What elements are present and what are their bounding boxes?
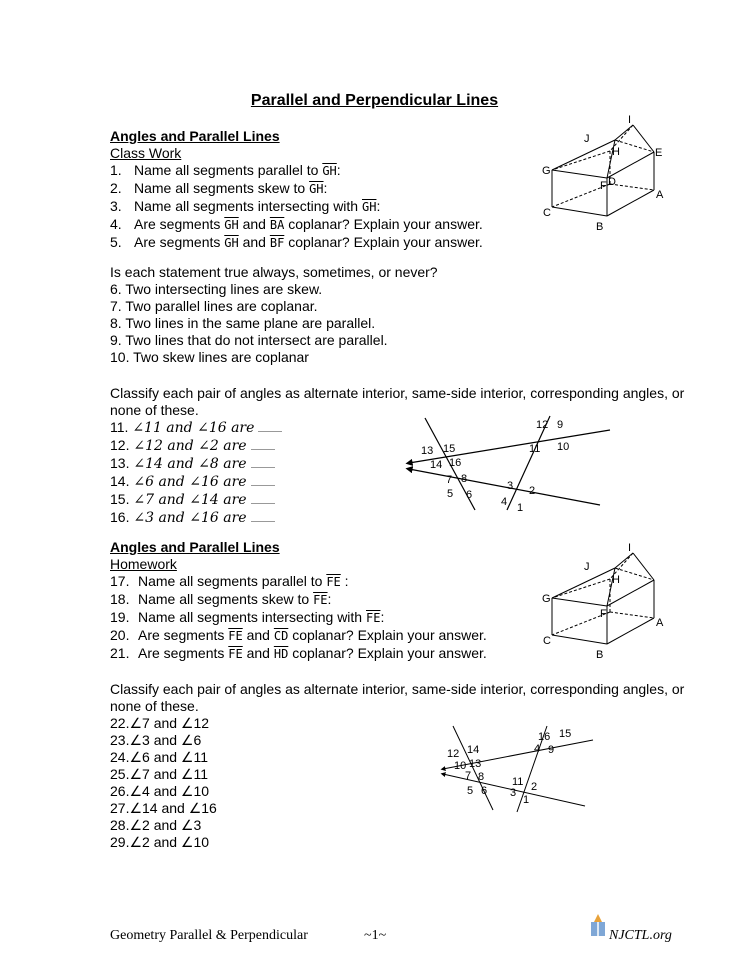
segment-label: $\overline{GH}$: [309, 182, 324, 196]
fig1-label: 16: [449, 457, 462, 469]
item-text: coplanar? Explain your answer.: [284, 216, 483, 232]
section-2: [110, 539, 487, 663]
fig2-label: 16: [538, 731, 551, 743]
prism2-label-i: I: [628, 542, 632, 554]
item-text: :: [376, 198, 381, 214]
list-item: [110, 198, 483, 216]
fig2-label: 7: [465, 770, 472, 782]
prism1-label-d: D: [608, 176, 616, 188]
item-text: :: [380, 609, 385, 625]
prism1-label-a: A: [656, 189, 664, 201]
item-number: 15.: [110, 491, 134, 507]
fig1-label: 2: [529, 485, 536, 497]
prism1-label-h: H: [612, 146, 620, 158]
list-item: 7. Two parallel lines are coplanar.: [110, 298, 318, 314]
item-text: Name all segments intersecting with: [134, 198, 362, 214]
segment-label: $\overline{FE}$: [228, 647, 243, 661]
footer-left: Geometry Parallel & Perpendicular: [110, 928, 308, 943]
item-number: 21.: [110, 645, 130, 661]
segment-label: $\overline{CD}$: [273, 629, 289, 643]
section-1-heading: Angles and Parallel Lines: [110, 128, 280, 144]
list-item: 27.∠14 and ∠16: [110, 800, 217, 816]
prism1-label-b: B: [596, 221, 604, 233]
item-text: Name all segments intersecting with: [138, 609, 366, 625]
fig1-label: 9: [557, 419, 564, 431]
fig2-label: 15: [559, 728, 572, 740]
item-text: and: [238, 234, 270, 250]
prism2-label-b: B: [596, 649, 604, 661]
answer-blank: [251, 521, 275, 522]
list-item: 22.∠7 and ∠12: [110, 715, 210, 731]
prism2-label-j: J: [584, 561, 590, 573]
list-item: [110, 180, 483, 198]
segment-label: $\overline{FE}$: [313, 593, 328, 607]
answer-blank: [251, 467, 275, 468]
fig2-label: 13: [469, 758, 482, 770]
fig2-label: 4: [534, 743, 541, 755]
item-number: 2.: [110, 180, 122, 196]
answer-blank: [251, 485, 275, 486]
segment-label: $\overline{FE}$: [326, 575, 341, 589]
footer-site: NJCTL.org: [609, 928, 672, 943]
fig1-label: 15: [443, 443, 456, 455]
fig2-label: 12: [447, 748, 460, 760]
item-number: 18.: [110, 591, 130, 607]
segment-label: $\overline{FE}$: [366, 611, 381, 625]
prism2-label-a: A: [656, 617, 664, 629]
list-item: [110, 609, 487, 627]
item-number: 4.: [110, 216, 122, 232]
list-item: [110, 216, 483, 234]
list-item: [110, 627, 487, 645]
tf-list: [110, 281, 438, 366]
item-text: ∠6 and ∠16 are: [133, 474, 247, 490]
prism-figure-1: [530, 112, 690, 237]
list-item: 28.∠2 and ∠3: [110, 817, 202, 833]
prism2-label-f: F: [600, 608, 607, 620]
fig2-label: 1: [523, 794, 530, 806]
fig1-label: 5: [447, 488, 454, 500]
classify-1-prompt-line2: none of these.: [110, 402, 199, 418]
fig2-label: 5: [467, 785, 474, 797]
item-text: Name all segments parallel to: [138, 573, 327, 589]
section-1: [110, 128, 483, 252]
list-item: 29.∠2 and ∠10: [110, 834, 210, 850]
fig2-label: 11: [512, 776, 524, 788]
list-item: 6. Two intersecting lines are skew.: [110, 281, 323, 297]
item-number: 20.: [110, 627, 130, 643]
item-number: 19.: [110, 609, 130, 625]
list-item: 26.∠4 and ∠10: [110, 783, 210, 799]
item-text: Name all segments skew to: [134, 180, 310, 196]
prism-figure-2: [530, 540, 690, 665]
segment-label: $\overline{GH}$: [224, 218, 239, 232]
fig1-label: 4: [501, 496, 508, 508]
list-item: 10. Two skew lines are coplanar: [110, 349, 309, 365]
list-item: [110, 162, 483, 180]
njctl-logo-icon: [588, 912, 608, 938]
item-number: 5.: [110, 234, 122, 250]
item-text: coplanar? Explain your answer.: [288, 627, 487, 643]
item-text: Name all segments parallel to: [134, 162, 323, 178]
fig2-label: 14: [467, 744, 480, 756]
item-number: 17.: [110, 573, 130, 589]
item-text: :: [336, 162, 341, 178]
prism1-label-c: C: [543, 207, 551, 219]
fig1-label: 6: [466, 489, 473, 501]
prism2-label-c: C: [543, 635, 551, 647]
item-text: Are segments: [134, 216, 225, 232]
prism1-label-i: I: [628, 114, 632, 126]
segment-label: $\overline{BA}$: [269, 218, 285, 232]
transversal-figure-2: [435, 722, 600, 817]
fig1-label: 12: [536, 419, 549, 431]
answer-blank: [251, 503, 275, 504]
prism1-label-j: J: [584, 133, 590, 145]
page-title: Parallel and Perpendicular Lines: [250, 92, 499, 109]
item-text: ∠11 and ∠16 are: [132, 420, 255, 436]
item-text: ∠7 and ∠14 are: [133, 492, 247, 508]
list-item: 25.∠7 and ∠11: [110, 766, 209, 782]
fig2-label: 9: [548, 744, 555, 756]
prism1-label-e: E: [655, 147, 663, 159]
tf-section: [110, 264, 438, 366]
section-1-subheading: Class Work: [110, 145, 182, 161]
item-number: 1.: [110, 162, 122, 178]
classify-1-prompt-line1: Classify each pair of angles as alternate interior, same-side interior, corresponding angles, or: [110, 385, 685, 401]
fig2-label: 3: [510, 787, 517, 799]
segment-label: $\overline{GH}$: [362, 200, 377, 214]
answer-blank: [251, 449, 275, 450]
footer-page-number: ~1~: [364, 928, 387, 943]
item-text: coplanar? Explain your answer.: [284, 234, 483, 250]
item-text: Are segments: [134, 234, 225, 250]
item-text: ∠14 and ∠8 are: [133, 456, 247, 472]
list-item: [110, 645, 487, 663]
segment-label: $\overline{BF}$: [269, 236, 285, 250]
prism2-label-h: H: [612, 574, 620, 586]
fig2-label: 2: [531, 781, 538, 793]
prism1-label-g: G: [542, 165, 551, 177]
item-text: ∠12 and ∠2 are: [133, 438, 247, 454]
item-text: and: [242, 645, 274, 661]
fig2-label: 8: [478, 771, 485, 783]
list-item: [110, 234, 483, 252]
tf-prompt: Is each statement true always, sometimes, or never?: [110, 264, 438, 280]
item-text: Are segments: [138, 627, 229, 643]
item-number: 3.: [110, 198, 122, 214]
segment-label: $\overline{GH}$: [224, 236, 239, 250]
list-item: 23.∠3 and ∠6: [110, 732, 202, 748]
prism1-label-f: F: [600, 180, 607, 192]
section-2-list: [110, 573, 487, 663]
fig2-label: 10: [454, 760, 467, 772]
item-text: and: [242, 627, 274, 643]
item-number: 12.: [110, 437, 134, 453]
item-text: Name all segments skew to: [138, 591, 314, 607]
list-item: 24.∠6 and ∠11: [110, 749, 209, 765]
fig1-label: 3: [507, 480, 514, 492]
classify-2-prompt-line1: Classify each pair of angles as alternate interior, same-side interior, corresponding angles, or: [110, 681, 685, 697]
fig2-label: 6: [481, 785, 488, 797]
fig1-label: 7: [446, 474, 453, 486]
item-text: :: [327, 591, 332, 607]
item-text: ∠3 and ∠16 are: [133, 510, 247, 526]
item-number: 14.: [110, 473, 134, 489]
item-text: :: [323, 180, 328, 196]
item-text: Are segments: [138, 645, 229, 661]
fig1-label: 14: [430, 459, 443, 471]
item-number: 13.: [110, 455, 134, 471]
prism2-label-g: G: [542, 593, 551, 605]
item-number: 11.: [110, 419, 133, 435]
section-2-heading: Angles and Parallel Lines: [110, 539, 280, 555]
item-text: coplanar? Explain your answer.: [288, 645, 487, 661]
fig1-label: 11: [529, 443, 541, 455]
item-text: and: [238, 216, 270, 232]
fig1-label: 10: [557, 441, 570, 453]
list-item: 8. Two lines in the same plane are parallel.: [110, 315, 376, 331]
list-item: 9. Two lines that do not intersect are parallel.: [110, 332, 388, 348]
list-item: [110, 573, 487, 591]
segment-label: $\overline{GH}$: [322, 164, 337, 178]
item-text: :: [340, 573, 349, 589]
fig1-label: 8: [461, 473, 468, 485]
section-1-list: [110, 162, 483, 252]
fig1-label: 1: [517, 502, 524, 513]
segment-label: $\overline{HD}$: [273, 647, 289, 661]
list-item: [110, 591, 487, 609]
answer-blank: [258, 431, 282, 432]
transversal-figure-1: [395, 408, 620, 513]
fig1-label: 13: [421, 445, 434, 457]
segment-label: $\overline{FE}$: [228, 629, 243, 643]
section-2-subheading: Homework: [110, 556, 177, 572]
classify-2-prompt-line2: none of these.: [110, 698, 199, 714]
item-number: 16.: [110, 509, 134, 525]
